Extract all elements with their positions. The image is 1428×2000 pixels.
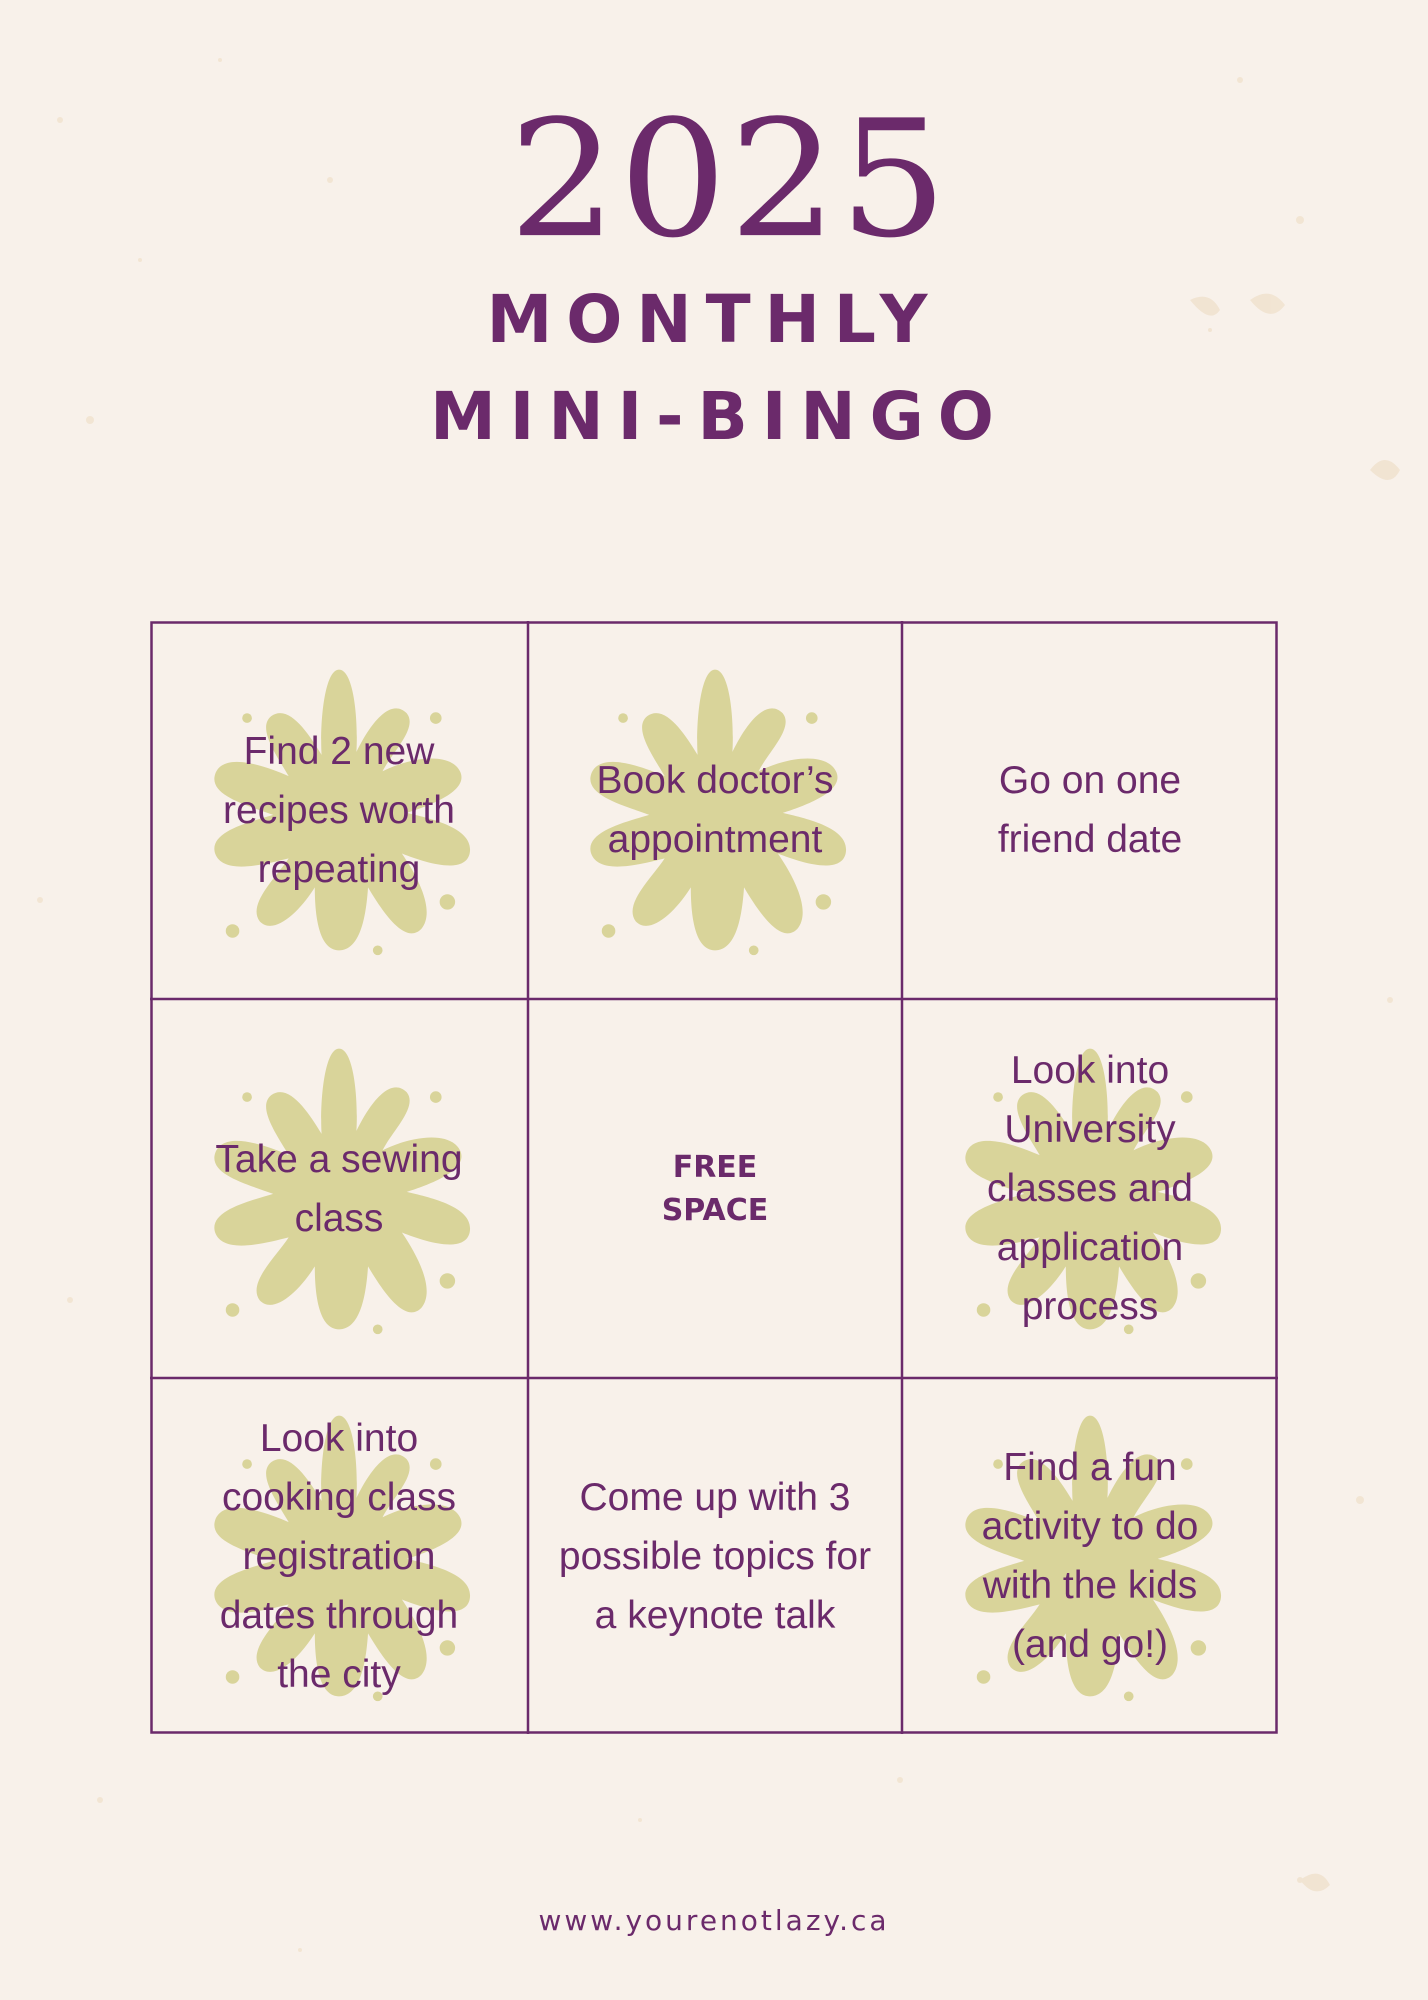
bingo-cell-text: Come up with 3 possible topics for a keynote talk xyxy=(558,1475,872,1637)
year-heading: 2025 xyxy=(508,85,950,275)
bingo-cell xyxy=(150,999,528,1378)
bingo-cell xyxy=(902,999,1278,1378)
bingo-cell xyxy=(150,621,528,999)
bingo-cell xyxy=(528,621,902,999)
bingo-cell-text: Take a sewing class xyxy=(215,1137,463,1240)
website-footer: www.yourenotlazy.ca xyxy=(538,1904,890,1937)
title-monthly: MONTHLY xyxy=(486,281,942,358)
bingo-cell-text: Find a fun activity to do with the kids (and go!) xyxy=(981,1446,1199,1666)
bingo-cell-text: Book doctor’s appointment xyxy=(596,759,834,861)
free-space-label: FREE SPACE xyxy=(661,1149,769,1228)
bingo-cell-free-space xyxy=(528,999,902,1378)
bingo-board xyxy=(150,621,1278,1734)
bingo-cell xyxy=(902,1378,1278,1734)
bingo-cell xyxy=(528,1378,902,1734)
bingo-cell-text: Look into cooking class registration dates through the city xyxy=(219,1416,459,1696)
bingo-cell-text: Look into University classes and application process xyxy=(987,1049,1193,1328)
bingo-cell xyxy=(150,1378,528,1734)
bingo-cell-text: Go on one friend date xyxy=(997,759,1183,861)
bingo-cell xyxy=(902,621,1278,999)
bingo-cell-text: Find 2 new recipes worth repeating xyxy=(223,729,455,891)
title-mini-bingo: MINI-BINGO xyxy=(430,378,1008,455)
